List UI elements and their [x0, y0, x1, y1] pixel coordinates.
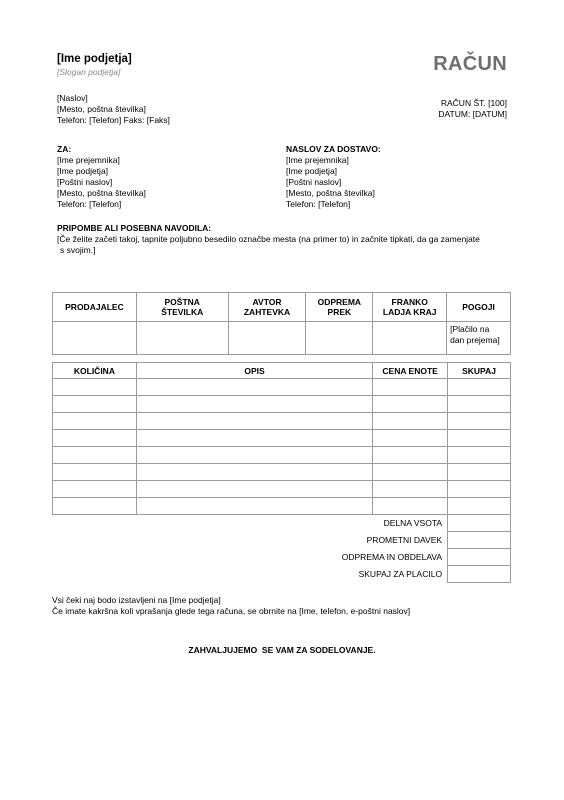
shipping-line: [Ime prejemnika]	[286, 155, 349, 165]
items-header-row	[53, 363, 511, 379]
header-text: PREK	[327, 307, 352, 317]
total-cell[interactable]	[448, 498, 511, 515]
header-fob-point	[373, 293, 447, 322]
header-text: LADJA KRAJ	[382, 307, 437, 317]
shipping-line: [Ime podjetja]	[286, 166, 338, 176]
quantity-cell[interactable]	[53, 481, 137, 498]
cell-shipped-via[interactable]	[306, 322, 373, 355]
shipping-address-block	[286, 144, 381, 210]
total-cell[interactable]	[448, 464, 511, 481]
instructions-line: [Če želite začeti takoj, tapnite poljubno besedilo označbe mesta (na primer to) in začnite tipkati, da ga zamenjate	[57, 234, 480, 244]
header-seller	[53, 293, 137, 322]
shipping-line: Telefon: [Telefon]	[286, 199, 351, 209]
sales-tax-label: PROMETNI DAVEK	[366, 535, 443, 545]
shipping-handling-value[interactable]	[448, 549, 511, 566]
header-text: POGOJI	[462, 302, 495, 312]
quantity-cell[interactable]	[53, 447, 137, 464]
company-slogan: [Slogan podjetja]	[57, 67, 121, 77]
table-row	[53, 379, 511, 396]
total-cell[interactable]	[448, 447, 511, 464]
thank-you-message: ZAHVALJUJEMO SE VAM ZA SODELOVANJE.	[188, 645, 376, 655]
table-row	[53, 396, 511, 413]
totals-row	[52, 532, 511, 549]
footer-notes	[52, 595, 410, 617]
quantity-cell[interactable]	[53, 464, 137, 481]
description-cell[interactable]	[136, 430, 372, 447]
table-row	[53, 447, 511, 464]
header-text: AVTOR	[252, 297, 282, 307]
unit-price-cell[interactable]	[373, 413, 448, 430]
shipping-info-header-row	[53, 293, 511, 322]
total-due-label: SKUPAJ ZA PLACILO	[358, 569, 443, 579]
recipient-line: [Poštni naslov]	[57, 177, 113, 187]
invoice-date: DATUM: [DATUM]	[438, 109, 507, 119]
recipient-line: Telefon: [Telefon]	[57, 199, 122, 209]
totals-row	[52, 566, 511, 583]
invoice-meta	[438, 98, 507, 120]
footer-line: Če imate kakršna koli vprašanja glede tega računa, se obrnite na [Ime, telefon, e-poštni naslov]	[52, 606, 411, 616]
address-line: [Naslov]	[57, 93, 88, 103]
description-cell[interactable]	[136, 464, 372, 481]
header-postal-code	[136, 293, 228, 322]
shipping-line: [Poštni naslov]	[286, 177, 342, 187]
instructions-block	[57, 223, 517, 256]
footer-line: Vsi čeki naj bodo izstavljeni na [Ime podjetja]	[52, 595, 221, 605]
recipient-label: ZA:	[57, 144, 72, 154]
header-text: ODPREMA	[317, 297, 362, 307]
shipping-label: NASLOV ZA DOSTAVO:	[286, 144, 381, 154]
recipient-line: [Ime prejemnika]	[57, 155, 120, 165]
total-due-value[interactable]	[448, 566, 511, 583]
items-table	[52, 362, 511, 515]
description-cell[interactable]	[136, 379, 372, 396]
table-row	[53, 413, 511, 430]
description-cell[interactable]	[136, 413, 372, 430]
subtotal-label: DELNA VSOTA	[383, 518, 443, 528]
header-text: PRODAJALEC	[65, 302, 124, 312]
total-cell[interactable]	[448, 379, 511, 396]
shipping-handling-label: ODPREMA IN OBDELAVA	[341, 552, 443, 562]
header-shipped-via	[306, 293, 373, 322]
unit-price-cell[interactable]	[373, 447, 448, 464]
instructions-line: s svojim.]	[60, 245, 96, 255]
recipient-line: [Ime podjetja]	[57, 166, 109, 176]
quantity-cell[interactable]	[53, 379, 137, 396]
header-requester	[228, 293, 306, 322]
total-cell[interactable]	[448, 481, 511, 498]
totals-table	[52, 514, 511, 583]
address-line: Telefon: [Telefon] Faks: [Faks]	[57, 115, 170, 125]
cell-postal-code[interactable]	[136, 322, 228, 355]
total-cell[interactable]	[448, 396, 511, 413]
table-row	[53, 464, 511, 481]
unit-price-cell[interactable]	[373, 430, 448, 447]
description-cell[interactable]	[136, 498, 372, 515]
shipping-info-table	[52, 292, 511, 355]
payment-terms-text: [Plačilo na	[450, 324, 490, 334]
address-line: [Mesto, poštna številka]	[57, 104, 146, 114]
quantity-cell[interactable]	[53, 498, 137, 515]
payment-terms-text: dan prejema]	[450, 335, 500, 345]
header-text: POŠTNA	[164, 297, 200, 307]
header-description: OPIS	[136, 363, 372, 379]
header-text: ZAHTEVKA	[243, 307, 291, 317]
header-text: FRANKO	[391, 297, 428, 307]
cell-requester[interactable]	[228, 322, 306, 355]
instructions-label: PRIPOMBE ALI POSEBNA NAVODILA:	[57, 223, 212, 233]
totals-row	[52, 549, 511, 566]
table-row	[53, 481, 511, 498]
invoice-number: RAČUN ŠT. [100]	[440, 98, 507, 108]
unit-price-cell[interactable]	[373, 464, 448, 481]
total-cell[interactable]	[448, 413, 511, 430]
header-terms	[447, 293, 511, 322]
recipient-line: [Mesto, poštna številka]	[57, 188, 146, 198]
header-quantity: KOLIČINA	[53, 363, 137, 379]
shipping-info-row	[53, 322, 511, 355]
company-address	[57, 93, 170, 126]
total-cell[interactable]	[448, 430, 511, 447]
table-row	[53, 430, 511, 447]
quantity-cell[interactable]	[53, 430, 137, 447]
company-name: [Ime podjetja]	[57, 53, 132, 65]
header-unit-price: CENA ENOTE	[373, 363, 448, 379]
subtotal-value[interactable]	[448, 515, 511, 532]
quantity-cell[interactable]	[53, 413, 137, 430]
document-title: RAČUN	[433, 53, 507, 75]
cell-seller[interactable]	[53, 322, 137, 355]
sales-tax-value[interactable]	[448, 532, 511, 549]
quantity-cell[interactable]	[53, 396, 137, 413]
header-text: ŠTEVILKA	[161, 307, 204, 317]
totals-row	[52, 515, 511, 532]
cell-fob-point[interactable]	[373, 322, 447, 355]
description-cell[interactable]	[136, 447, 372, 464]
unit-price-cell[interactable]	[373, 396, 448, 413]
cell-payment-terms[interactable]	[447, 322, 511, 355]
unit-price-cell[interactable]	[373, 481, 448, 498]
table-row	[53, 498, 511, 515]
description-cell[interactable]	[136, 481, 372, 498]
recipient-block	[57, 144, 146, 210]
unit-price-cell[interactable]	[373, 379, 448, 396]
description-cell[interactable]	[136, 396, 372, 413]
header-total: SKUPAJ	[448, 363, 511, 379]
unit-price-cell[interactable]	[373, 498, 448, 515]
shipping-line: [Mesto, poštna številka]	[286, 188, 375, 198]
